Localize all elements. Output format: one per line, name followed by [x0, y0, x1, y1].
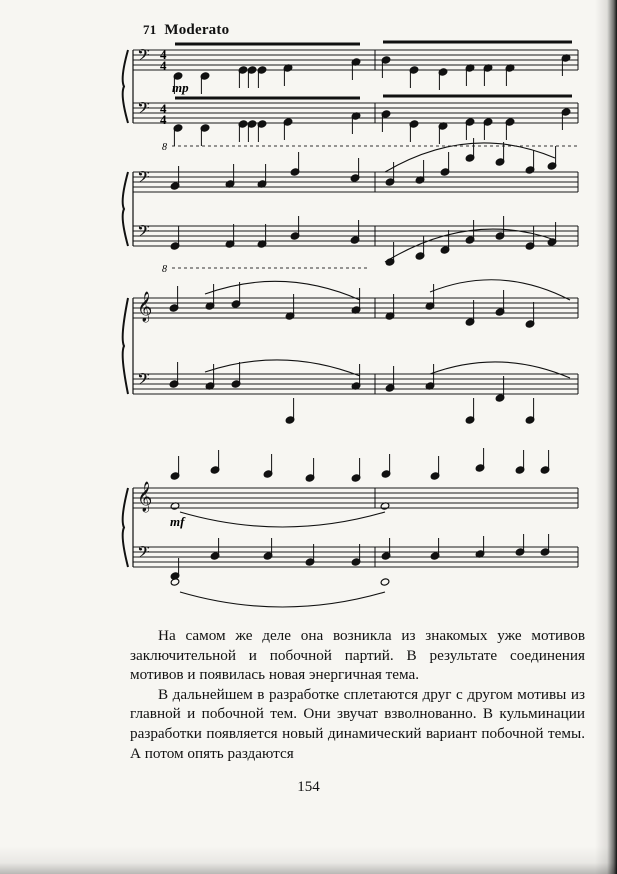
- ottava-mark-bottom: 8: [162, 264, 167, 275]
- treble-clef: 𝄞: [137, 482, 153, 512]
- bass-clef: 𝄢: [137, 98, 150, 122]
- time-signature-bottom-upper: 4: [160, 58, 167, 73]
- example-number: 71: [143, 22, 157, 37]
- slur: [430, 280, 570, 300]
- page-number: 154: [297, 779, 320, 795]
- paragraph-2: В дальнейшем в разработке сплетаются друг с другом мотивы из главной и побочной тем. Они звучат взволнованно. В кульминации разработки появляется новый динамический вариант побочной темы. А потом опять раздаются: [130, 685, 585, 762]
- bass-clef: 𝄢: [137, 542, 150, 566]
- bass-clef: 𝄢: [137, 45, 150, 69]
- body-text: [130, 626, 585, 763]
- note-head: [380, 578, 390, 586]
- dynamic-mf: mf: [170, 514, 185, 529]
- score-systems: [123, 42, 580, 607]
- time-signature-bottom-lower: 4: [160, 112, 167, 127]
- slur: [180, 512, 385, 527]
- system-brace: [123, 488, 128, 567]
- paragraph-1: На самом же деле она возникла из знакомых уже мотивов заключительной и побочной партий. В результате соединения мотивов и появилась новая энергичная тема.: [130, 627, 585, 684]
- page-edge-shadow: [595, 0, 617, 874]
- time-signature-top-upper: 4: [160, 47, 167, 62]
- system-brace: [123, 50, 128, 123]
- slur: [205, 281, 360, 300]
- slur: [430, 362, 570, 378]
- page-bottom-shadow: [0, 846, 617, 874]
- treble-clef: 𝄞: [137, 292, 153, 322]
- ottava-mark-top: 8: [162, 142, 167, 153]
- bass-clef: 𝄢: [137, 369, 150, 393]
- dynamic-mp: mp: [172, 80, 189, 95]
- system-brace: [123, 172, 128, 246]
- system-brace: [123, 298, 128, 394]
- time-signature-top-lower: 4: [160, 101, 167, 116]
- bass-clef: 𝄢: [137, 221, 150, 245]
- bass-clef: 𝄢: [137, 167, 150, 191]
- tempo-marking: Moderato: [164, 22, 230, 38]
- slur: [180, 592, 385, 607]
